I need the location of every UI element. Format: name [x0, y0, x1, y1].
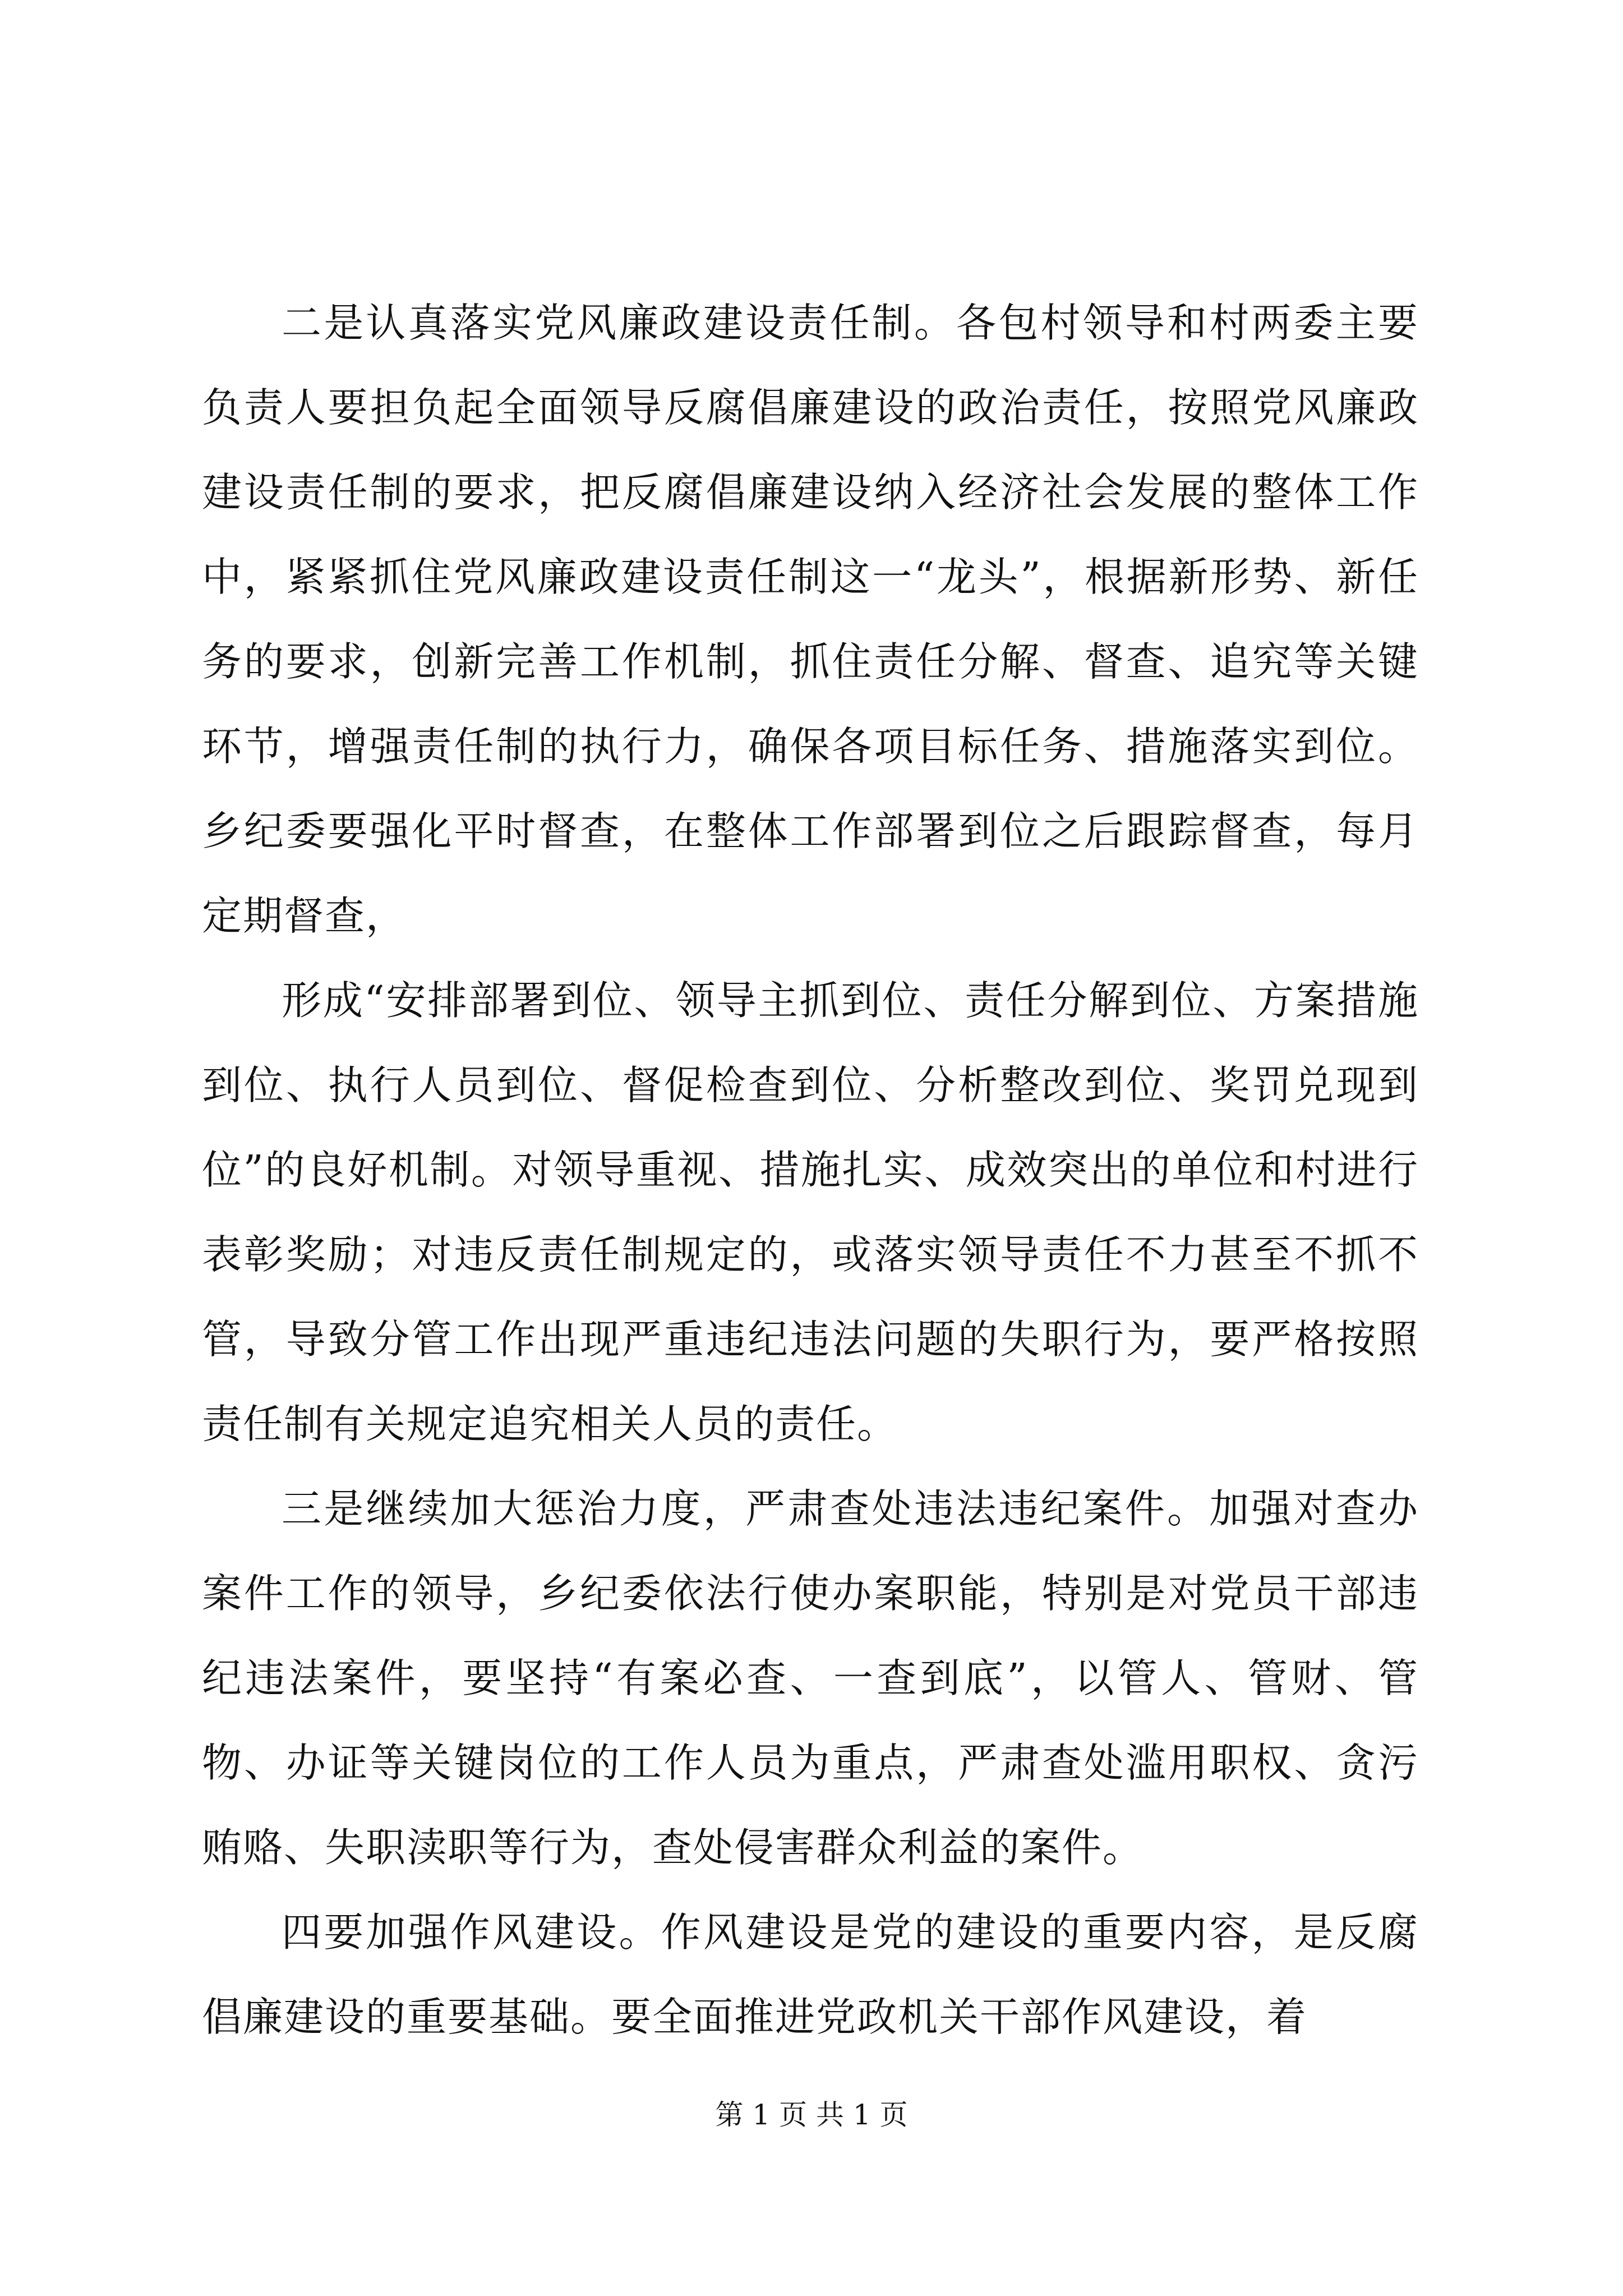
page-footer: 第 1 页 共 1 页: [715, 2099, 908, 2131]
paragraph-3: 三是继续加大惩治力度，严肃查处违法违纪案件。加强对查办案件工作的领导，乡纪委依法行使办案职能，特别是对党员干部违纪违法案件，要坚持“有案必查、一查到底”，以管人、管财、管物、办证等关键岗位的工作人员为重点，严肃查处滥用职权、贪污贿赂、失职渎职等行为，查处侵害群众利益的案件。: [202, 1485, 1419, 1871]
paragraph-1: 二是认真落实党风廉政建设责任制。各包村领导和村两委主要负责人要担负起全面领导反腐倡廉建设的政治责任，按照党风廉政建设责任制的要求，把反腐倡廉建设纳入经济社会发展的整体工作中，紧紧抓住党风廉政建设责任制这一“龙头”，根据新形势、新任务的要求，创新完善工作机制，抓住责任分解、督查、追究等关键环节，增强责任制的执行力，确保各项目标任务、措施落实到位。乡纪委要强化平时督查，在整体工作部署到位之后跟踪督查，每月定期督查，: [202, 300, 1419, 939]
paragraph-2: 形成“安排部署到位、领导主抓到位、责任分解到位、方案措施到位、执行人员到位、督促检查到位、分析整改到位、奖罚兑现到位”的良好机制。对领导重视、措施扎实、成效突出的单位和村进行表彰奖励；对违反责任制规定的，或落实领导责任不力甚至不抓不管，导致分管工作出现严重违纪违法问题的失职行为，要严格按照责任制有关规定追究相关人员的责任。: [202, 977, 1419, 1447]
paragraph-4: 四要加强作风建设。作风建设是党的建设的重要内容，是反腐倡廉建设的重要基础。要全面推进党政机关干部作风建设，着: [202, 1909, 1419, 2040]
document-body: [202, 280, 1419, 2059]
